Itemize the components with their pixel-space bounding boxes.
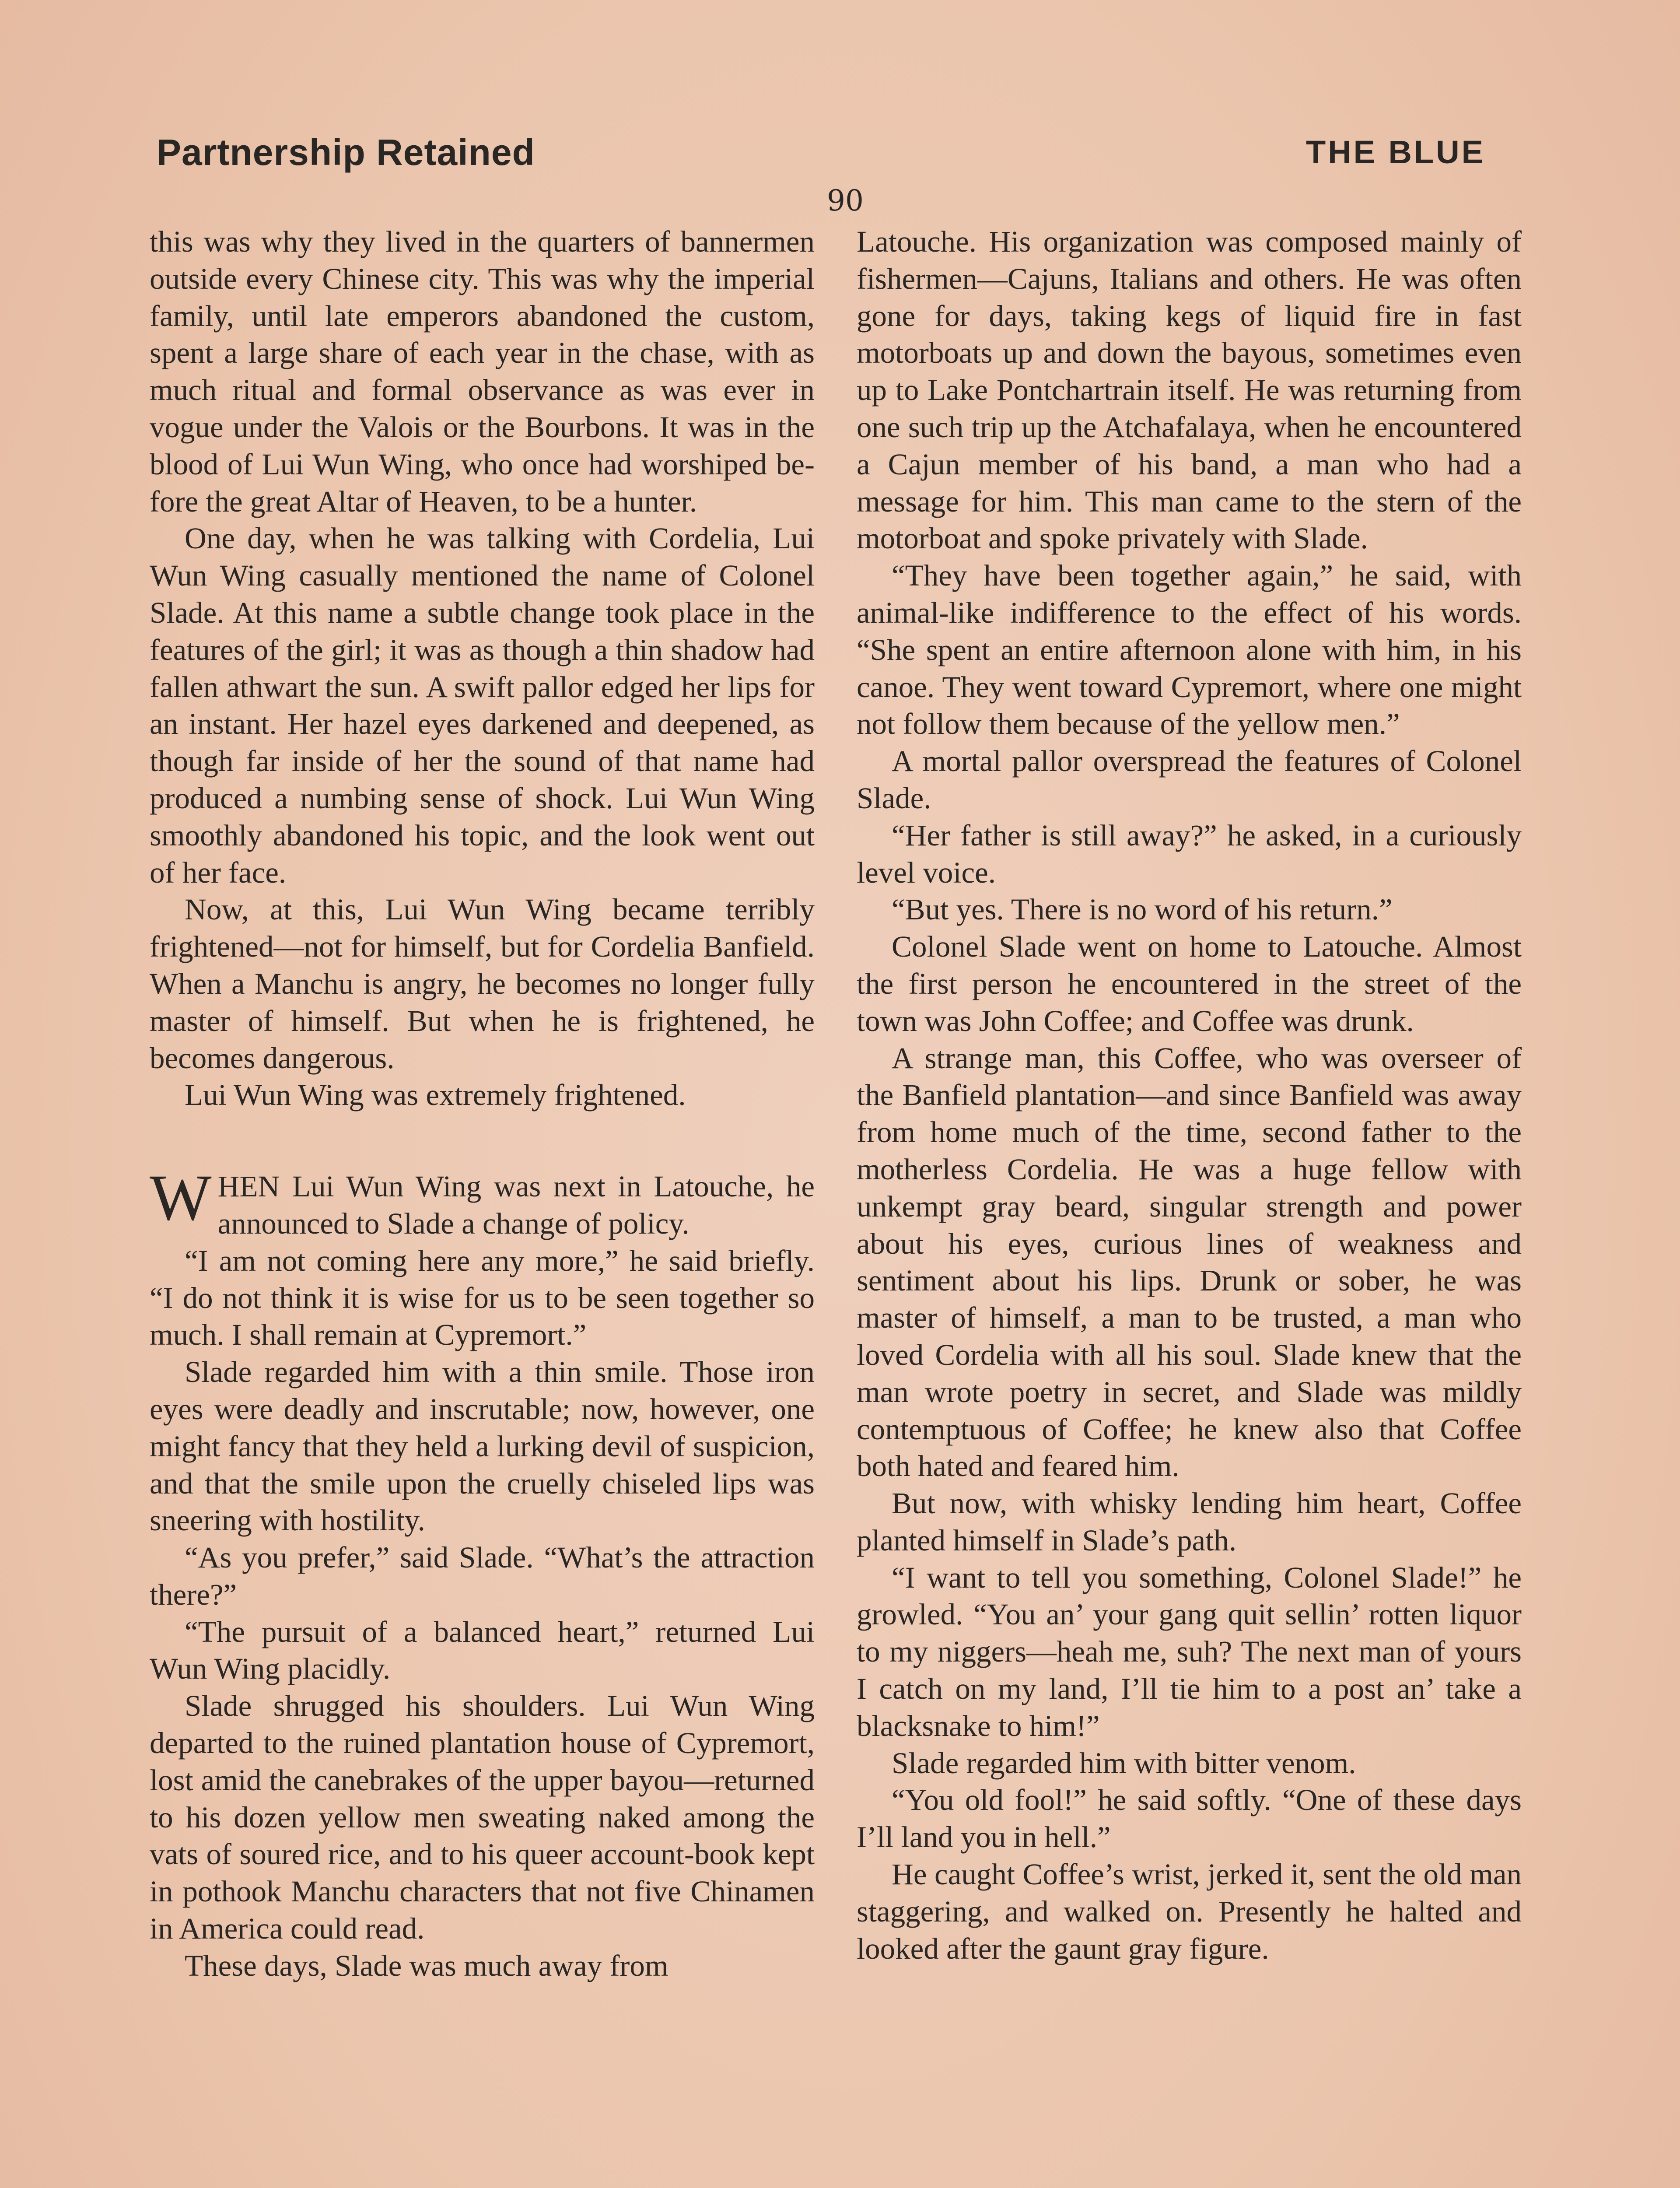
paragraph: “But yes. There is no word of his return.” — [892, 893, 1393, 926]
section-opening-text: HEN Lui Wun Wing was next in Latouche, he announced to Slade a change of policy. — [217, 1170, 815, 1240]
paragraph: “Her father is still away?” he asked, in a curiously level voice. — [857, 818, 1522, 889]
paragraph: Slade shrugged his shoulders. Lui Wun Wing departed to the ruined plantation house of Cypremort, lost amid the canebrakes of the upper bayou—returned to his dozen yellow men sweating naked among the vats of soured rice, and to his queer account-book kept in pothook Manchu characters that not five Chinamen in America could read. — [150, 1689, 815, 1946]
paragraph: These days, Slade was much away from — [185, 1949, 668, 1982]
paragraph: “They have been together again,” he said, with animal-like indifference to the effect of his words. “She spent an entire afternoon alone with him, in his canoe. They went toward Cypremort, where one might not follow them because of the yellow men.” — [857, 559, 1522, 741]
paragraph: Slade regarded him with bitter venom. — [892, 1746, 1356, 1780]
paragraph: this was why they lived in the quarters of bannermen outside every Chinese city. This was why the imperial family, until late emperors abandoned the custom, spent a large share of each year in the chase, with as much ritual and formal observance as was ever in vogue under the Valois or the Bourbons. It was in the blood of Lui Wun Wing, who once had worshiped before the great Altar of Heaven, to be a hunter. — [150, 225, 815, 518]
paragraph: He caught Coffee’s wrist, jerked it, sent the old man staggering, and walked on. Presently he halted and looked after the gaunt gray figure. — [857, 1858, 1522, 1965]
running-title: Partnership Retained — [157, 132, 535, 173]
magazine-name: THE BLUE — [1306, 134, 1485, 170]
paragraph: Now, at this, Lui Wun Wing became terribly frightened—not for himself, but for Cordelia Banfield. When a Manchu is angry, he becomes no longer fully master of himself. But when he is frightened, he becomes dangerous. — [150, 893, 815, 1075]
paragraph: “The pursuit of a balanced heart,” returned Lui Wun Wing placidly. — [150, 1615, 815, 1686]
section-opening-paragraph — [150, 1161, 815, 1242]
paragraph: Colonel Slade went on home to Latouche. Almost the first person he encountered in the street of the town was John Coffee; and Coffee was drunk. — [857, 930, 1522, 1038]
paragraph: But now, with whisky lending him heart, Coffee planted himself in Slade’s path. — [857, 1487, 1522, 1557]
paragraph: Slade regarded him with a thin smile. Those iron eyes were deadly and inscrutable; now, however, one might fancy that they held a lurking devil of suspicion, and that the smile upon the cruelly chiseled lips was sneering with hostility. — [150, 1355, 815, 1537]
page-number: 90 — [827, 184, 864, 217]
paragraph: A mortal pallor overspread the features of Colonel Slade. — [857, 744, 1522, 815]
left-column — [150, 223, 815, 1985]
paragraph: Latouche. His organization was composed mainly of fishermen—Cajuns, Italians and others. He was often gone for days, taking kegs of liquid fire in fast motorboats up and down the bayous, sometimes even up to Lake Pontchartrain itself. He was returning from one such trip up the Atchafalaya, when he encountered a Cajun member of his band, a man who had a message for him. This man came to the stern of the motorboat and spoke privately with Slade. — [857, 225, 1522, 555]
paragraph: Lui Wun Wing was extremely frightened. — [185, 1078, 686, 1112]
paragraph: One day, when he was talking with Cordelia, Lui Wun Wing casually mentioned the name of Colonel Slade. At this name a subtle change took place in the features of the girl; it was as though a thin shadow had fallen athwart the sun. A swift pallor edged her lips for an instant. Her hazel eyes darkened and deepened, as though far inside of her the sound of that name had produced a numbing sense of shock. Lui Wun Wing smoothly abandoned his topic, and the look went out of her face. — [150, 522, 815, 889]
paragraph: “You old fool!” he said softly. “One of these days I’ll land you in hell.” — [857, 1783, 1522, 1854]
drop-cap: W — [150, 1161, 212, 1234]
paragraph: “I am not coming here any more,” he said briefly. “I do not think it is wise for us to be seen together so much. I shall remain at Cypremort.” — [150, 1244, 815, 1352]
paragraph: A strange man, this Coffee, who was overseer of the Banfield plantation—and since Banfield was away from home much of the time, second father to the motherless Cordelia. He was a huge fellow with unkempt gray beard, singular strength and power about his eyes, curious lines of weakness and sentiment about his lips. Drunk or sober, he was master of himself, a man to be trusted, a man who loved Cordelia with all his soul. Slade knew that the man wrote poetry in secret, and Slade was mildly contemptuous of Coffee; he knew also that Coffee both hated and feared him. — [857, 1041, 1522, 1483]
right-column — [857, 223, 1522, 1967]
paragraph: “I want to tell you something, Colonel Slade!” he growled. “You an’ your gang quit sellin’ rotten liquor to my niggers—heah me, suh? The next man of yours I catch on my land, I’ll tie him to a post an’ take a blacksnake to him!” — [857, 1560, 1522, 1743]
paragraph: “As you prefer,” said Slade. “What’s the attraction there?” — [150, 1541, 815, 1611]
